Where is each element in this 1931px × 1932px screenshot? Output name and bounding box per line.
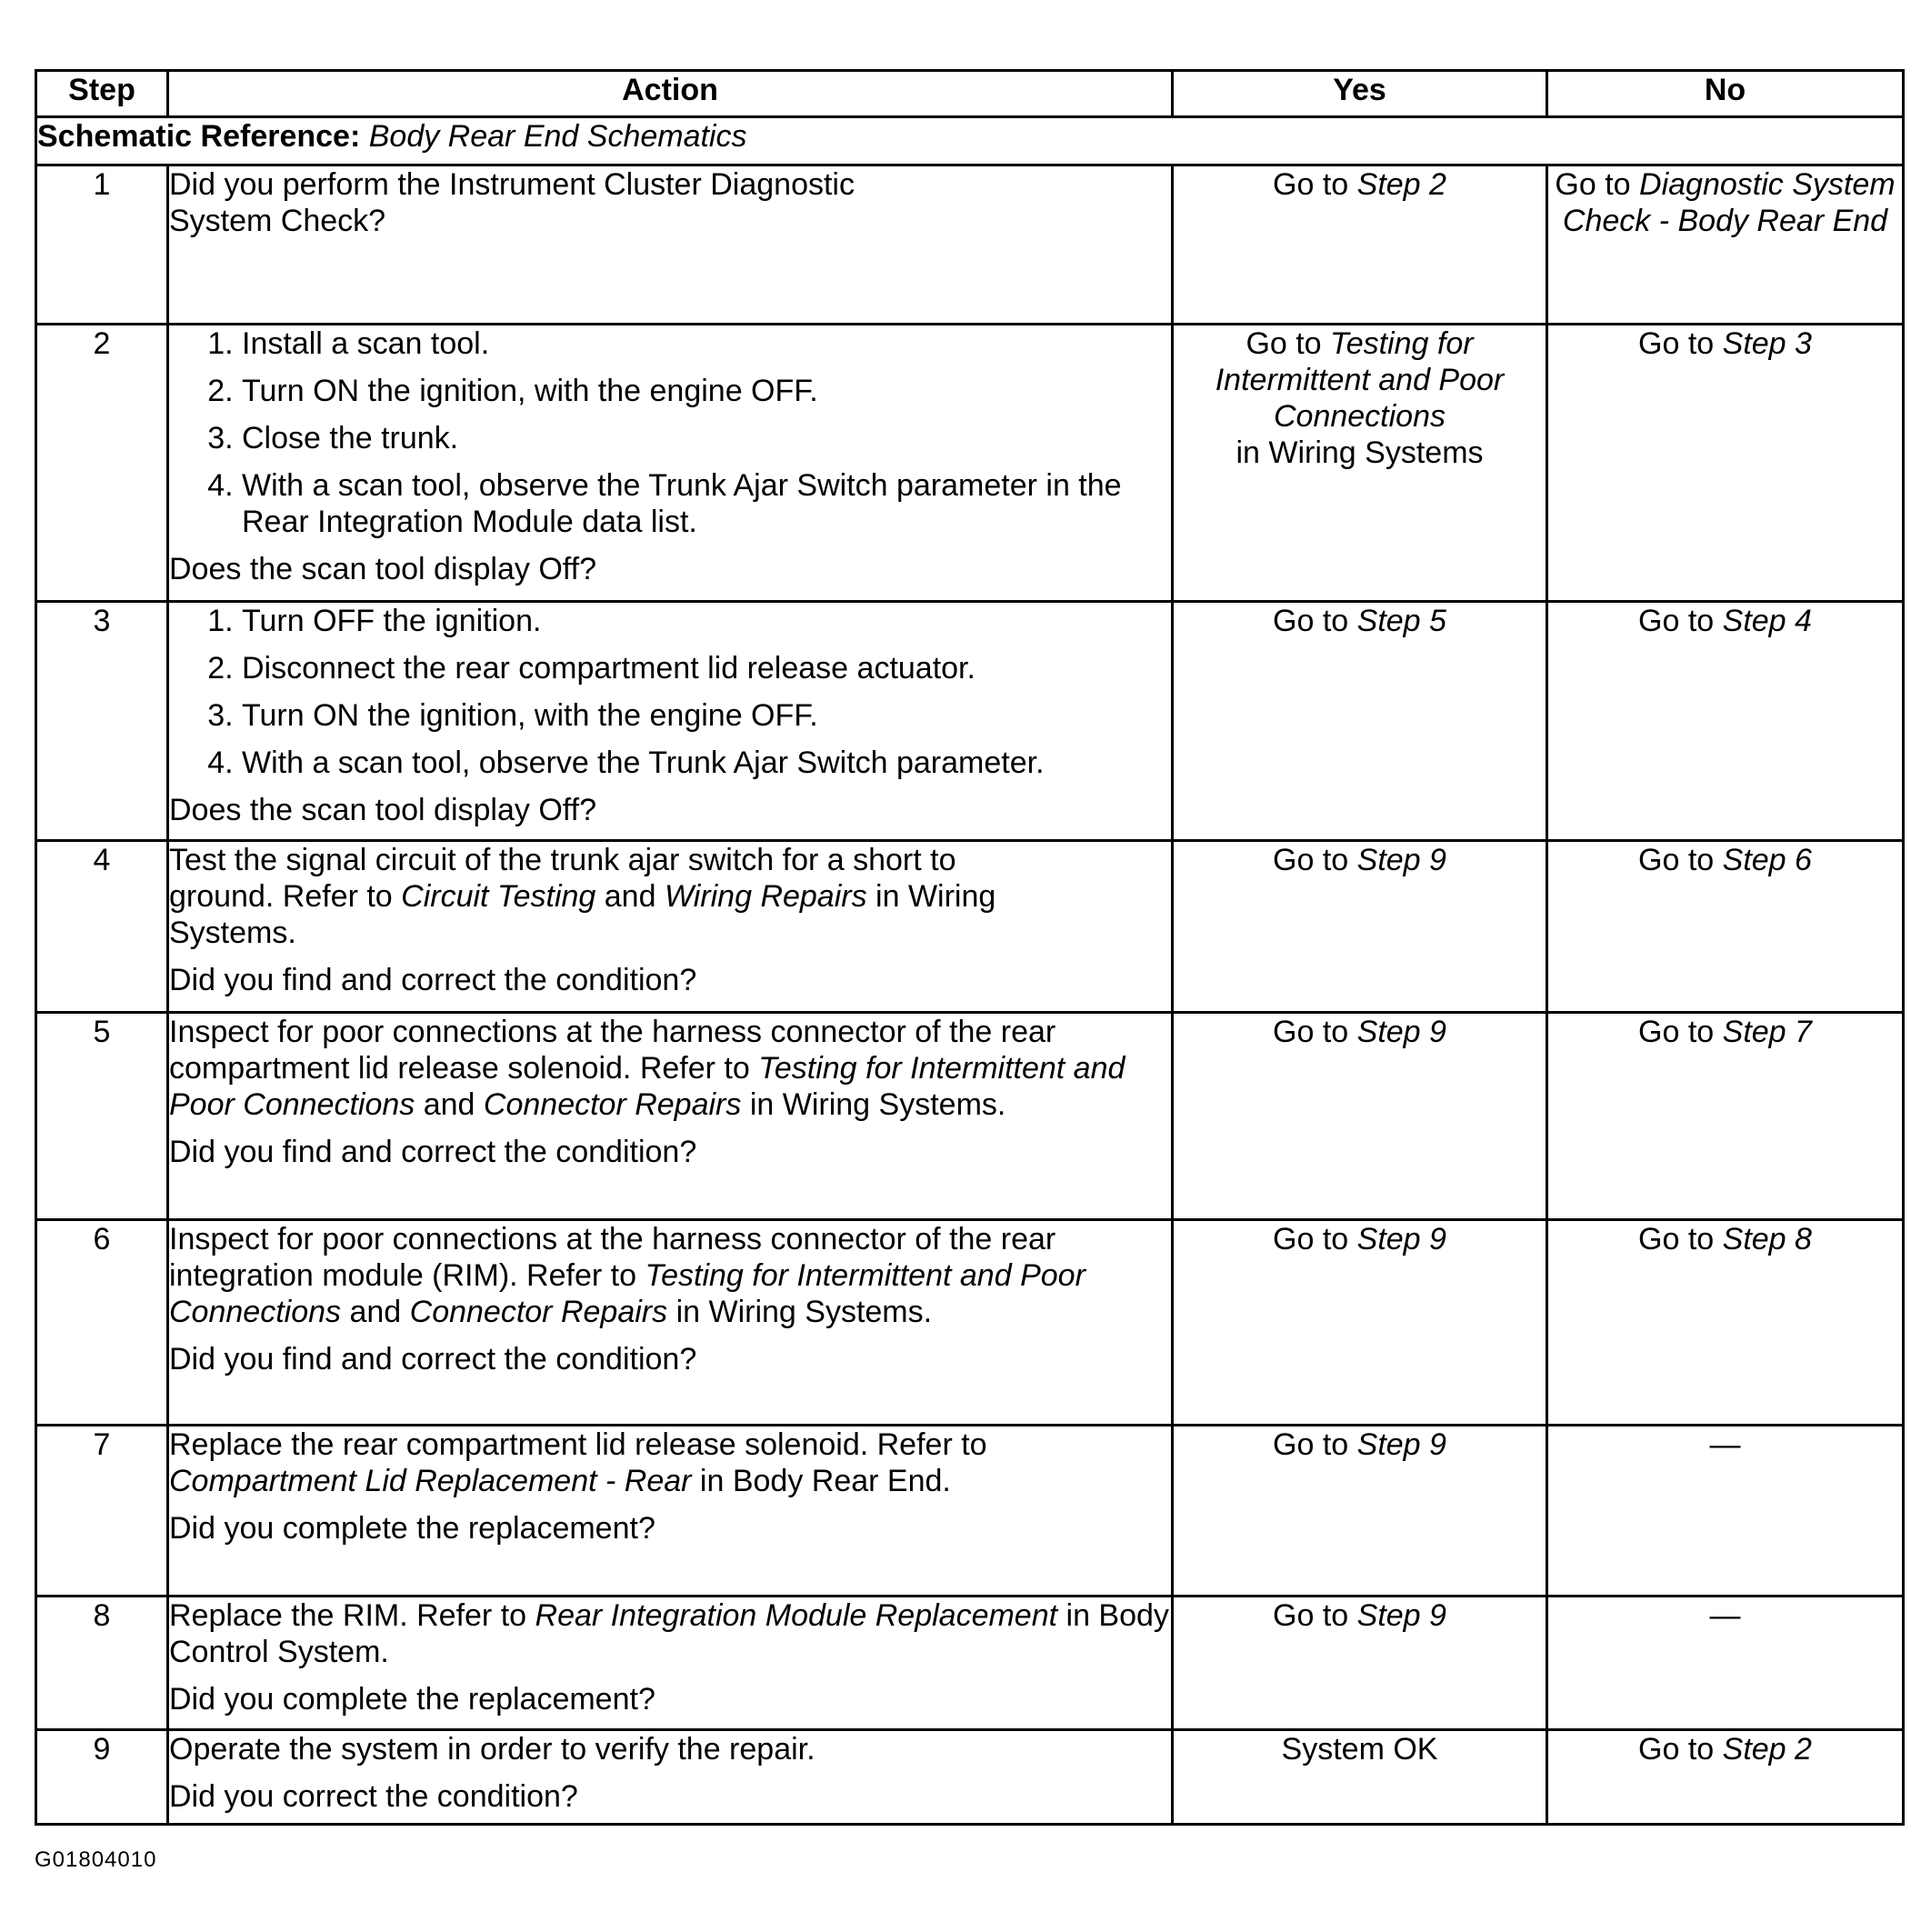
- no-link[interactable]: Step 4: [1722, 604, 1812, 638]
- step-number: 4: [36, 841, 168, 1013]
- list-item: 3. Turn ON the ignition, with the engine OFF.: [242, 697, 1171, 734]
- yes-cell: [1173, 1730, 1547, 1825]
- list-item: 2. Disconnect the rear compartment lid release actuator.: [242, 650, 1171, 686]
- yes-cell: [1173, 1426, 1547, 1597]
- diagnostic-table: [35, 69, 1905, 1826]
- diagnostic-page: [35, 69, 1902, 1826]
- action-text-part: Test the signal circuit of the trunk ajar switch for a short to ground. Refer to: [169, 843, 956, 914]
- yes-cell: [1173, 602, 1547, 841]
- table-row: [36, 1220, 1904, 1426]
- no-prefix: Go to: [1638, 604, 1723, 638]
- action-text-part: Inspect for poor connections at the harness connector of the rear integration module (RIM). Refer to: [169, 1222, 1056, 1293]
- no-prefix: Go to: [1638, 1732, 1723, 1767]
- action-cell: [168, 1013, 1173, 1220]
- action-cell: [168, 1426, 1173, 1597]
- action-cell: [168, 841, 1173, 1013]
- no-prefix: Go to: [1555, 167, 1640, 202]
- yes-text: System OK: [1281, 1732, 1438, 1767]
- action-text-part: in Body Rear End.: [691, 1464, 951, 1498]
- action-text-part: in Wiring Systems.: [741, 1087, 1006, 1122]
- action-text: [169, 1426, 1060, 1499]
- yes-link[interactable]: Step 9: [1356, 843, 1446, 877]
- list-item: 2. Turn ON the ignition, with the engine OFF.: [242, 373, 1171, 409]
- table-row: [36, 1426, 1904, 1597]
- yes-prefix: Go to: [1273, 604, 1357, 638]
- yes-cell: [1173, 165, 1547, 325]
- header-step: Step: [36, 71, 168, 117]
- yes-link[interactable]: Step 5: [1356, 604, 1446, 638]
- wiring-repairs-link[interactable]: Wiring Repairs: [664, 879, 867, 914]
- action-text-part: and: [341, 1295, 410, 1329]
- list-item: 1. Install a scan tool.: [242, 325, 1171, 362]
- yes-prefix: Go to: [1273, 1427, 1357, 1462]
- yes-cell: [1173, 841, 1547, 1013]
- step-number: 8: [36, 1597, 168, 1730]
- action-text: [169, 1597, 1171, 1670]
- testing-intermittent-link[interactable]: Testing for Intermittent and Poor Connections: [169, 1051, 1126, 1122]
- testing-intermittent-link[interactable]: Testing for Intermittent and Poor Connections: [169, 1258, 1086, 1329]
- action-text-part: and: [415, 1087, 484, 1122]
- table-row: [36, 841, 1904, 1013]
- action-text-part: Replace the RIM. Refer to: [169, 1598, 535, 1633]
- action-text-part: in Wiring Systems.: [667, 1295, 933, 1329]
- step-number: 5: [36, 1013, 168, 1220]
- action-text-part: in Body Control System.: [169, 1598, 1169, 1669]
- action-text: [169, 842, 1024, 951]
- action-text-part: and: [595, 879, 665, 914]
- action-question: Did you find and correct the condition?: [169, 1342, 697, 1376]
- no-cell: [1547, 165, 1904, 325]
- header-yes: Yes: [1173, 71, 1547, 117]
- no-link[interactable]: Step 3: [1722, 326, 1812, 361]
- no-cell: [1547, 1730, 1904, 1825]
- table-row: [36, 1597, 1904, 1730]
- yes-cell: [1173, 1220, 1547, 1426]
- table-row: [36, 1013, 1904, 1220]
- action-text: [169, 1014, 1171, 1123]
- no-prefix: Go to: [1638, 326, 1723, 361]
- action-cell: [168, 1730, 1173, 1825]
- yes-prefix: Go to: [1273, 1222, 1357, 1256]
- step-number: 6: [36, 1220, 168, 1426]
- header-action: Action: [168, 71, 1173, 117]
- action-cell: [168, 165, 1173, 325]
- no-prefix: Go to: [1638, 1015, 1723, 1049]
- no-dash: —: [1709, 1598, 1741, 1633]
- yes-link[interactable]: Step 9: [1356, 1427, 1446, 1462]
- no-cell: [1547, 841, 1904, 1013]
- action-question: Does the scan tool display Off?: [169, 552, 596, 586]
- action-cell: [168, 325, 1173, 602]
- list-item: 4. With a scan tool, observe the Trunk Ajar Switch parameter in the Rear Integration Module data list.: [242, 467, 1171, 540]
- yes-cell: [1173, 325, 1547, 602]
- no-cell: [1547, 602, 1904, 841]
- yes-prefix: Go to: [1273, 1015, 1357, 1049]
- action-cell: [168, 1597, 1173, 1730]
- substep-list: [169, 325, 1171, 540]
- yes-link[interactable]: Step 2: [1356, 167, 1446, 202]
- yes-link[interactable]: Testing for Intermittent and Poor Connections: [1215, 326, 1505, 434]
- step-number: 2: [36, 325, 168, 602]
- yes-cell: [1173, 1013, 1547, 1220]
- compartment-lid-replacement-link[interactable]: Compartment Lid Replacement - Rear: [169, 1464, 692, 1498]
- action-text-part: Inspect for poor connections at the harness connector of the rear compartment lid release solenoid. Refer to: [169, 1015, 1056, 1086]
- yes-prefix: Go to: [1273, 1598, 1357, 1633]
- no-cell: [1547, 325, 1904, 602]
- table-row: [36, 325, 1904, 602]
- action-question: Did you find and correct the condition?: [169, 1135, 697, 1169]
- action-question: Does the scan tool display Off?: [169, 793, 596, 827]
- table-row: [36, 165, 1904, 325]
- yes-prefix: Go to: [1246, 326, 1331, 361]
- connector-repairs-link[interactable]: Connector Repairs: [409, 1295, 668, 1329]
- circuit-testing-link[interactable]: Circuit Testing: [401, 879, 596, 914]
- action-question: Did you complete the replacement?: [169, 1682, 655, 1717]
- no-link[interactable]: Diagnostic System Check - Body Rear End: [1562, 167, 1896, 238]
- no-cell: [1547, 1426, 1904, 1597]
- no-prefix: Go to: [1638, 1222, 1723, 1256]
- no-link[interactable]: Step 2: [1722, 1732, 1812, 1767]
- table-row: [36, 602, 1904, 841]
- schematic-reference-row: [36, 117, 1904, 165]
- no-link[interactable]: Step 8: [1722, 1222, 1812, 1256]
- schematic-reference-label: Schematic Reference:: [37, 119, 361, 154]
- yes-prefix: Go to: [1273, 167, 1357, 202]
- list-item: 4. With a scan tool, observe the Trunk Ajar Switch parameter.: [242, 745, 1171, 781]
- action-question: Did you complete the replacement?: [169, 1511, 655, 1546]
- substep-list: [169, 603, 1171, 781]
- yes-link[interactable]: Step 9: [1356, 1222, 1446, 1256]
- action-question: Did you correct the condition?: [169, 1779, 578, 1814]
- figure-code: G01804010: [35, 1847, 157, 1872]
- no-link[interactable]: Step 6: [1722, 843, 1812, 877]
- no-cell: [1547, 1597, 1904, 1730]
- no-cell: [1547, 1220, 1904, 1426]
- action-text-part: Replace the rear compartment lid release solenoid. Refer to: [169, 1427, 987, 1462]
- table-row: [36, 1730, 1904, 1825]
- action-cell: [168, 1220, 1173, 1426]
- list-item: 1. Turn OFF the ignition.: [242, 603, 1171, 639]
- action-cell: [168, 602, 1173, 841]
- action-question: Did you find and correct the condition?: [169, 963, 697, 997]
- yes-suffix: in Wiring Systems: [1236, 435, 1484, 470]
- no-link[interactable]: Step 7: [1722, 1015, 1812, 1049]
- schematic-reference: [36, 117, 1904, 165]
- yes-link[interactable]: Step 9: [1356, 1015, 1446, 1049]
- list-item: 3. Close the trunk.: [242, 420, 1171, 456]
- action-text-part: in Wiring Systems.: [169, 879, 996, 950]
- action-text: [169, 1221, 1171, 1330]
- no-cell: [1547, 1013, 1904, 1220]
- schematic-reference-link[interactable]: Body Rear End Schematics: [368, 119, 747, 154]
- yes-cell: [1173, 1597, 1547, 1730]
- header-no: No: [1547, 71, 1904, 117]
- step-number: 3: [36, 602, 168, 841]
- rim-replacement-link[interactable]: Rear Integration Module Replacement: [535, 1598, 1058, 1633]
- no-dash: —: [1709, 1427, 1741, 1462]
- action-text: Operate the system in order to verify the repair.: [169, 1732, 815, 1767]
- action-text: Did you perform the Instrument Cluster Diagnostic System Check?: [169, 167, 855, 238]
- header-row: [36, 71, 1904, 117]
- step-number: 9: [36, 1730, 168, 1825]
- no-prefix: Go to: [1638, 843, 1723, 877]
- yes-prefix: Go to: [1273, 843, 1357, 877]
- step-number: 7: [36, 1426, 168, 1597]
- step-number: 1: [36, 165, 168, 325]
- yes-link[interactable]: Step 9: [1356, 1598, 1446, 1633]
- connector-repairs-link[interactable]: Connector Repairs: [483, 1087, 742, 1122]
